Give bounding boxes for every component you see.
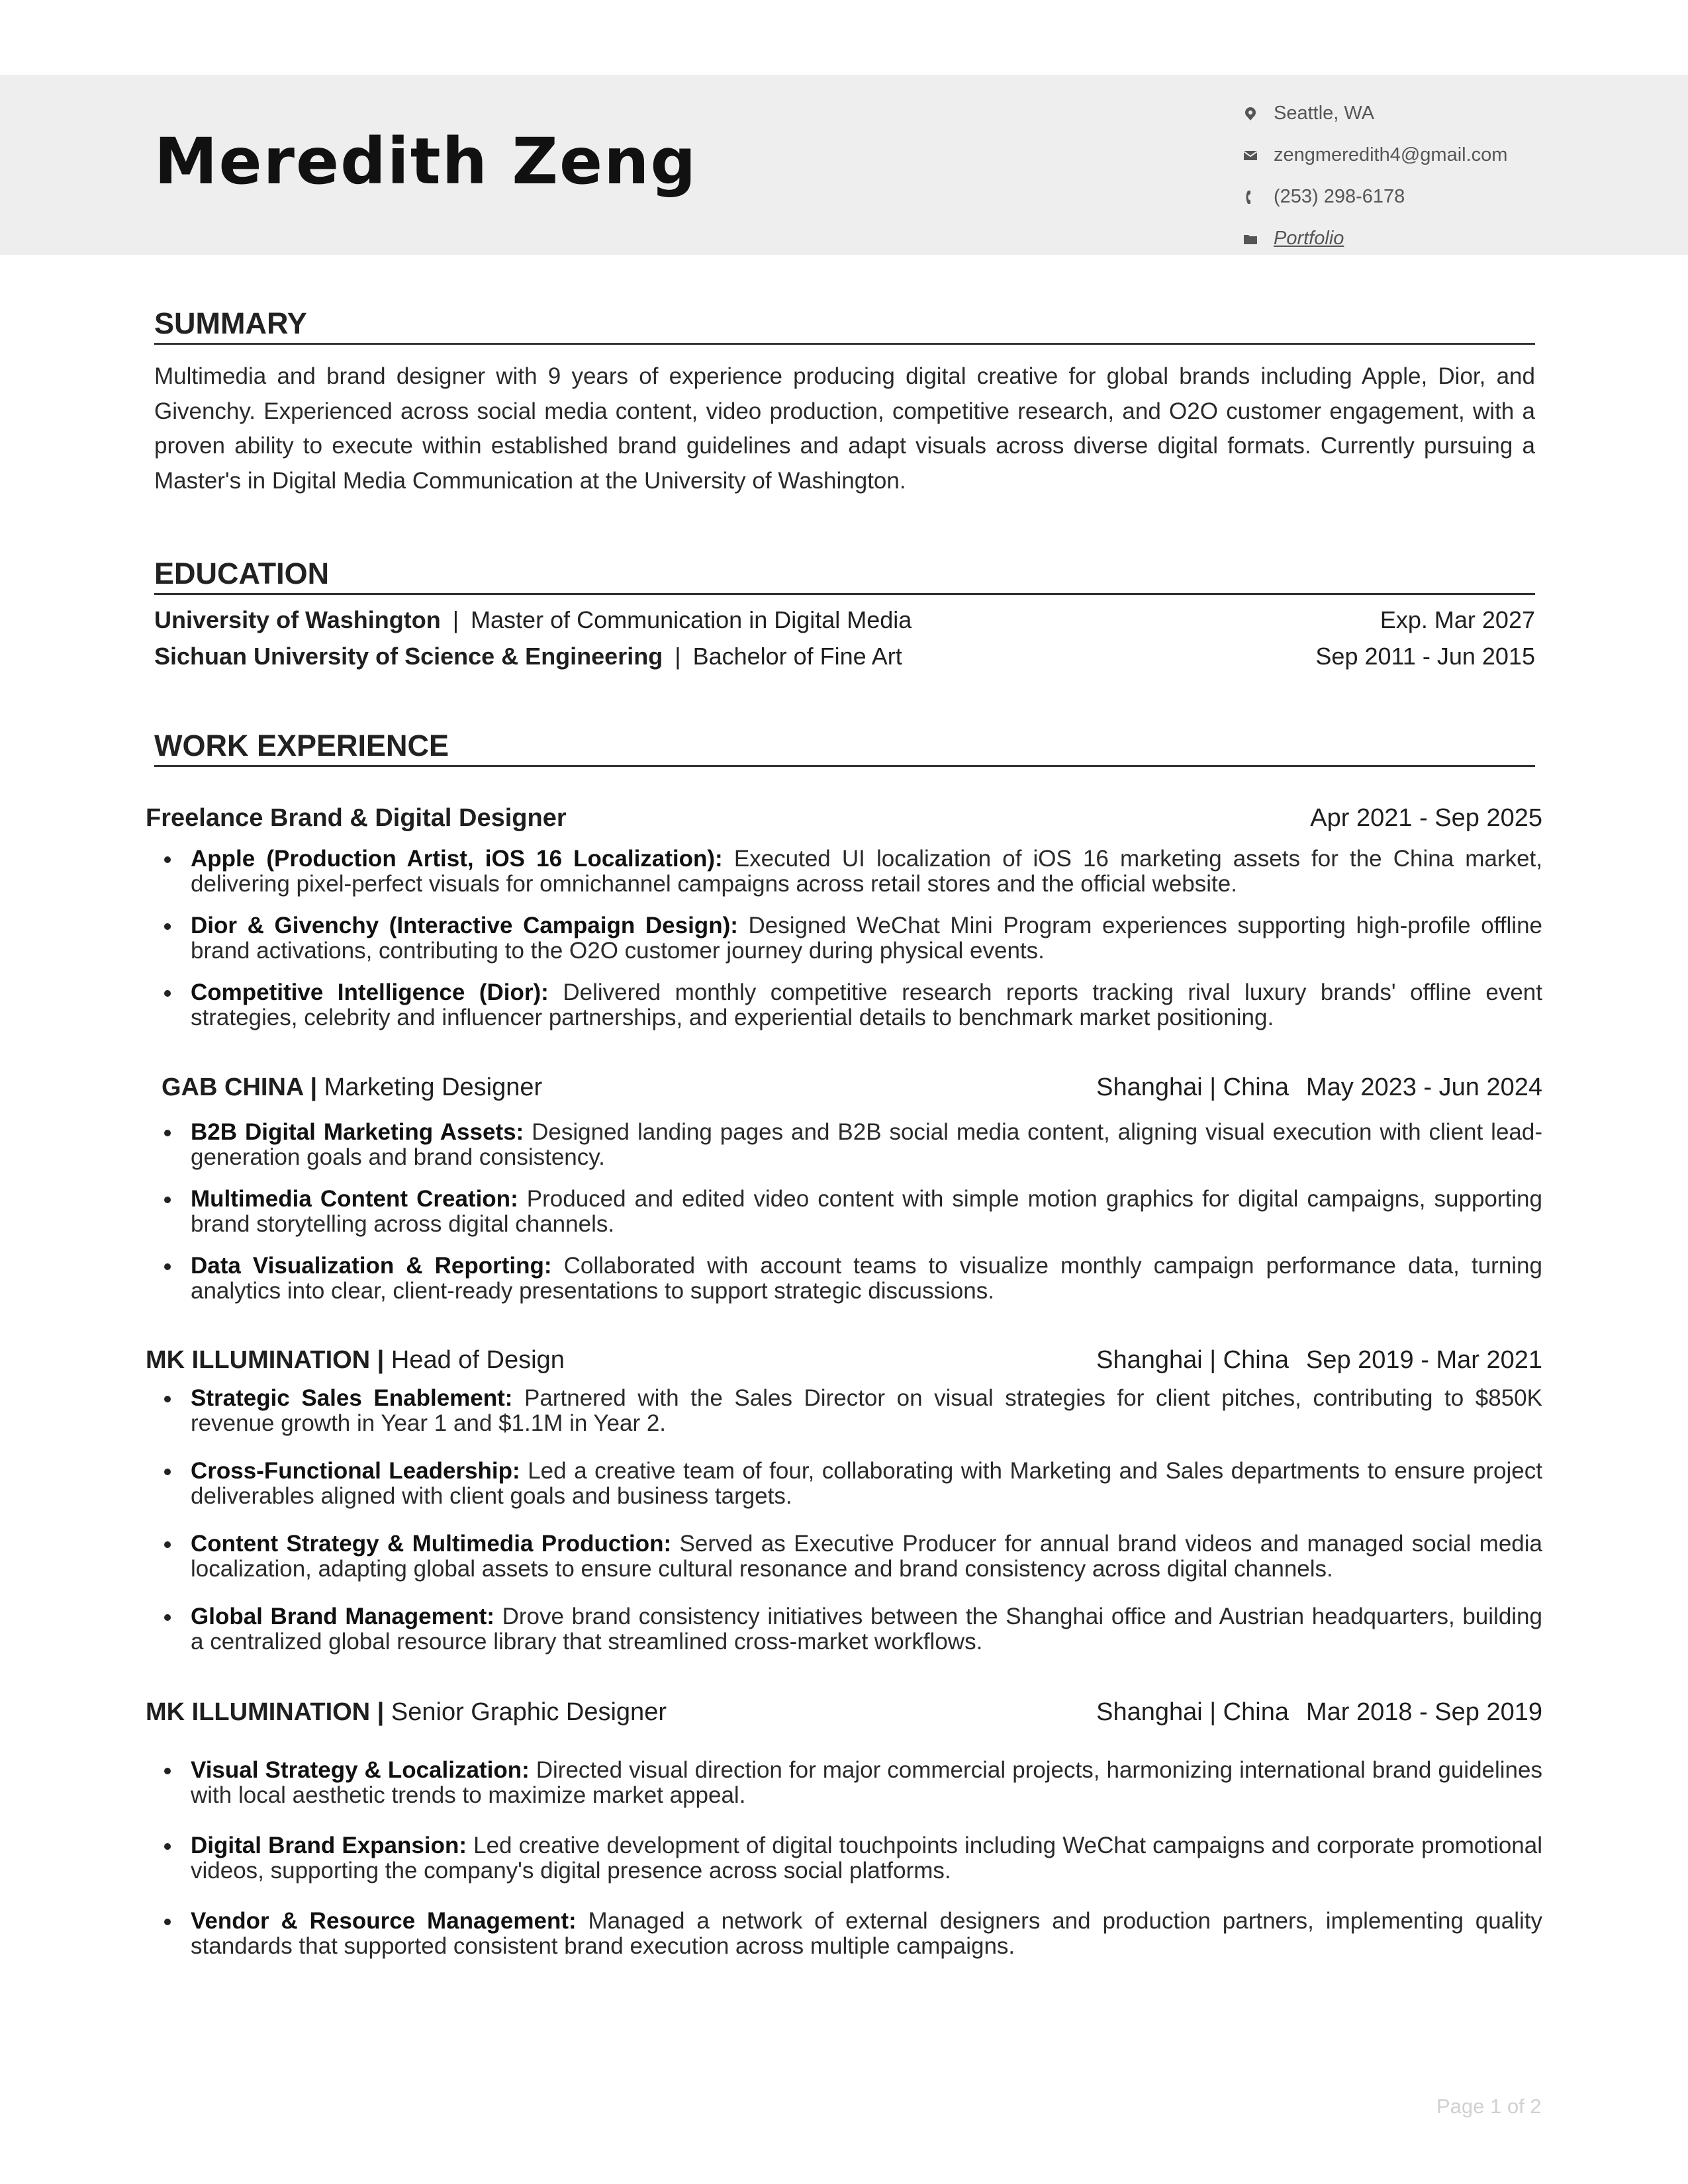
- education-dates: Sep 2011 - Jun 2015: [1315, 643, 1535, 670]
- job-location: Shanghai | China: [1096, 1698, 1289, 1726]
- company-name: Freelance Brand & Digital Designer: [146, 804, 567, 832]
- bullet-text: Executed UI localization of iOS 16 marketing assets for the China market, delivering pixel-perfect visuals for omnichannel campaigns across retail stores and the official website.: [191, 846, 1542, 897]
- bullet-text: Served as Executive Producer for annual brand videos and managed social media localization, adapting global assets to ensure cultural resonance and brand consistency across digital channels.: [191, 1531, 1542, 1582]
- page-number: Page 1 of 2: [1436, 2095, 1542, 2118]
- location-text: Seattle, WA: [1274, 103, 1375, 124]
- job-bullet: [191, 913, 1542, 964]
- bullet-text: Directed visual direction for major commercial projects, harmonizing international brand guidelines with local aesthetic trends to maximize market appeal.: [191, 1757, 1542, 1808]
- education-section: [154, 556, 1535, 674]
- job-bullet: [191, 1386, 1542, 1436]
- job-entry: [146, 1343, 1542, 1655]
- job-header: [146, 1696, 1542, 1729]
- job-header: [146, 1343, 1542, 1377]
- job-dates: Apr 2021 - Sep 2025: [1310, 804, 1542, 832]
- bullet-text: Drove brand consistency initiatives between the Shanghai office and Austrian headquarters, building a centralized global resource library that streamlined cross-market workflows.: [191, 1604, 1542, 1655]
- job-dates: Mar 2018 - Sep 2019: [1305, 1698, 1542, 1726]
- company-name: MK ILLUMINATION |: [146, 1346, 385, 1374]
- education-entry: University of Washington | Master of Communication in Digital Media Exp. Mar 2027: [154, 602, 1535, 638]
- job-bullet: [191, 1459, 1542, 1509]
- job-header: [146, 801, 1542, 835]
- work-heading: WORK EXPERIENCE: [154, 728, 1535, 767]
- job-role: Senior Graphic Designer: [391, 1698, 667, 1726]
- bullet-text: Led a creative team of four, collaborating with Marketing and Sales departments to ensure project deliverables aligned with client goals and business targets.: [191, 1458, 1542, 1509]
- job-entry: [146, 801, 1542, 1030]
- map-pin-icon: [1243, 107, 1258, 121]
- job-entry: [146, 1071, 1542, 1304]
- bullet-label: B2B Digital Marketing Assets:: [191, 1119, 524, 1145]
- bullet-text: Produced and edited video content with simple motion graphics for digital campaigns, supporting brand storytelling across digital channels.: [191, 1186, 1542, 1237]
- job-bullet: [191, 1604, 1542, 1655]
- job-role: Marketing Designer: [324, 1073, 543, 1101]
- job-location: Shanghai | China: [1096, 1073, 1289, 1101]
- bullet-text: Collaborated with account teams to visualize monthly campaign performance data, turning analytics into clear, client-ready presentations to support strategic discussions.: [191, 1253, 1542, 1304]
- bullet-label: Vendor & Resource Management:: [191, 1908, 577, 1934]
- candidate-name: Meredith Zeng: [154, 124, 698, 199]
- job-bullet: [191, 1833, 1542, 1884]
- job-bullet: [191, 1531, 1542, 1582]
- education-heading: EDUCATION: [154, 556, 1535, 595]
- degree-name: Bachelor of Fine Art: [692, 643, 902, 670]
- bullet-label: Dior & Givenchy (Interactive Campaign Design):: [191, 913, 738, 938]
- bullet-text: Partnered with the Sales Director on visual strategies for client pitches, contributing to $850K revenue growth in Year 1 and $1.1M in Year 2.: [191, 1385, 1542, 1436]
- job-bullet: [191, 980, 1542, 1030]
- work-section: [154, 728, 1535, 767]
- summary-section: [154, 306, 1535, 498]
- bullet-label: Multimedia Content Creation:: [191, 1186, 518, 1212]
- bullet-text: Delivered monthly competitive research reports tracking rival luxury brands' offline event strategies, celebrity and influencer partnerships, and experiential details to benchmark market positioning.: [191, 979, 1542, 1030]
- company-name: MK ILLUMINATION |: [146, 1698, 385, 1726]
- school-name: University of Washington: [154, 606, 441, 633]
- job-dates: Sep 2019 - Mar 2021: [1305, 1346, 1542, 1374]
- job-bullet: [191, 846, 1542, 897]
- job-header: [146, 1071, 1542, 1104]
- bullet-label: Competitive Intelligence (Dior):: [191, 979, 549, 1005]
- bullet-label: Cross-Functional Leadership:: [191, 1458, 520, 1484]
- bullet-label: Apple (Production Artist, iOS 16 Localization):: [191, 846, 723, 872]
- contact-phone: [1243, 176, 1507, 218]
- summary-text: Multimedia and brand designer with 9 years of experience producing digital creative for global brands including Apple, Dior, and Givenchy. Experienced across social media content, video production, competitive research, and O2O customer engagement, with a proven ability to execute within established brand guidelines and adapt visuals across diverse digital formats. Currently pursuing a Master's in Digital Media Communication at the University of Washington.: [154, 363, 1535, 494]
- bullet-label: Global Brand Management:: [191, 1604, 494, 1629]
- folder-icon: [1243, 232, 1258, 246]
- bullet-text: Designed landing pages and B2B social media content, aligning visual execution with client lead-generation goals and brand consistency.: [191, 1119, 1542, 1170]
- bullet-text: Designed WeChat Mini Program experiences supporting high-profile offline brand activations, contributing to the O2O customer journey during physical events.: [191, 913, 1543, 964]
- email-text[interactable]: zengmeredith4@gmail.com: [1274, 144, 1508, 165]
- job-entry: [146, 1696, 1542, 1959]
- job-location: Shanghai | China: [1096, 1346, 1289, 1374]
- bullet-label: Digital Brand Expansion:: [191, 1833, 467, 1858]
- bullet-label: Content Strategy & Multimedia Production:: [191, 1531, 672, 1557]
- contact-list: [1243, 93, 1507, 259]
- degree-name: Master of Communication in Digital Media: [471, 606, 912, 633]
- phone-icon: [1243, 190, 1258, 205]
- phone-text: (253) 298-6178: [1274, 186, 1405, 207]
- job-role: Head of Design: [391, 1346, 565, 1374]
- job-dates: May 2023 - Jun 2024: [1305, 1073, 1542, 1101]
- job-bullet: [191, 1909, 1542, 1959]
- company-name: GAB CHINA |: [162, 1073, 318, 1101]
- bullet-text: Led creative development of digital touchpoints including WeChat campaigns and corporate promotional videos, supporting the company's digital presence across social platforms.: [191, 1833, 1542, 1884]
- job-bullet: [191, 1253, 1542, 1304]
- summary-heading: SUMMARY: [154, 306, 1535, 345]
- contact-email: [1243, 134, 1507, 176]
- education-entry: Sichuan University of Science & Engineering | Bachelor of Fine Art Sep 2011 - Jun 2015: [154, 638, 1535, 674]
- bullet-label: Visual Strategy & Localization:: [191, 1757, 530, 1783]
- bullet-label: Data Visualization & Reporting:: [191, 1253, 552, 1279]
- job-bullet: [191, 1120, 1542, 1170]
- envelope-icon: [1243, 148, 1258, 163]
- school-name: Sichuan University of Science & Engineering: [154, 643, 663, 670]
- job-bullet: [191, 1187, 1542, 1237]
- portfolio-link[interactable]: Portfolio: [1274, 228, 1344, 249]
- contact-location: [1243, 93, 1507, 134]
- contact-portfolio: [1243, 218, 1507, 259]
- job-bullet: [191, 1758, 1542, 1808]
- education-dates: Exp. Mar 2027: [1380, 606, 1535, 633]
- bullet-text: Managed a network of external designers and production partners, implementing quality standards that supported consistent brand execution across multiple campaigns.: [191, 1908, 1542, 1959]
- bullet-label: Strategic Sales Enablement:: [191, 1385, 513, 1411]
